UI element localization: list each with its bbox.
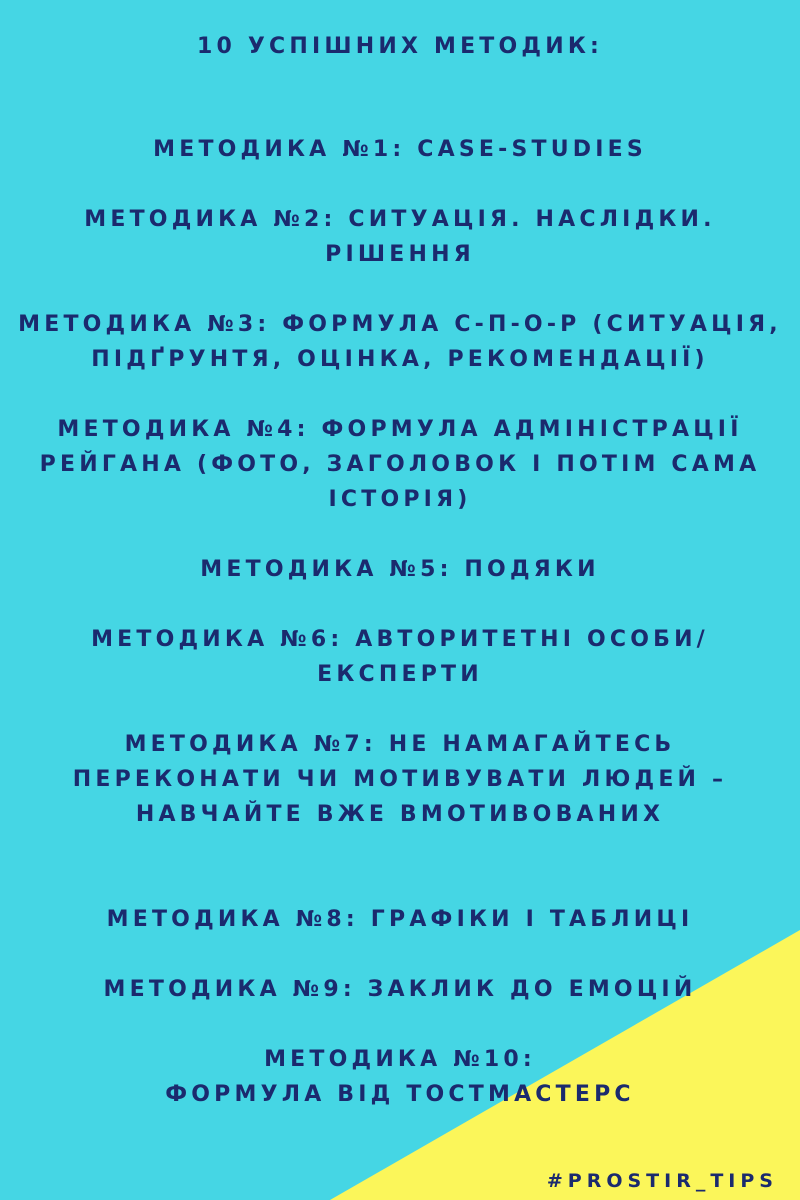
poster-title: 10 УСПІШНИХ МЕТОДИК: xyxy=(196,34,604,59)
method-7-line-1: МЕТОДИКА №7: НЕ НАМАГАЙТЕСЬ xyxy=(124,732,676,757)
method-7-line-2: ПЕРЕКОНАТИ ЧИ МОТИВУВАТИ ЛЮДЕЙ – xyxy=(72,767,728,792)
method-7-line-3: НАВЧАЙТЕ ВЖЕ ВМОТИВОВАНИХ xyxy=(135,802,665,827)
method-6-line-1: МЕТОДИКА №6: АВТОРИТЕТНІ ОСОБИ/ xyxy=(91,627,709,652)
method-9-line-1: МЕТОДИКА №9: ЗАКЛИК ДО ЕМОЦІЙ xyxy=(103,977,697,1002)
method-5-line-1: МЕТОДИКА №5: ПОДЯКИ xyxy=(200,557,600,582)
hashtag-label: #PROSTIR_TIPS xyxy=(546,1170,778,1192)
method-4-line-2: РЕЙГАНА (ФОТО, ЗАГОЛОВОК І ПОТІМ САМА xyxy=(39,452,761,477)
method-2-line-2: РІШЕННЯ xyxy=(325,242,475,267)
method-3-line-2: ПІДҐРУНТЯ, ОЦІНКА, РЕКОМЕНДАЦІЇ) xyxy=(91,347,709,372)
method-10-line-2: ФОРМУЛА ВІД ТОСТМАСТЕРС xyxy=(165,1082,635,1107)
method-4-line-3: ІСТОРІЯ) xyxy=(328,487,472,512)
method-10-line-1: МЕТОДИКА №10: xyxy=(264,1047,536,1072)
method-1-line-1: МЕТОДИКА №1: CASE-STUDIES xyxy=(153,137,647,162)
method-4-line-1: МЕТОДИКА №4: ФОРМУЛА АДМІНІСТРАЦІЇ xyxy=(57,417,743,442)
method-6-line-2: ЕКСПЕРТИ xyxy=(317,662,483,687)
method-2-line-1: МЕТОДИКА №2: СИТУАЦІЯ. НАСЛІДКИ. xyxy=(84,207,716,232)
method-8-line-1: МЕТОДИКА №8: ГРАФІКИ І ТАБЛИЦІ xyxy=(106,907,694,932)
method-3-line-1: МЕТОДИКА №3: ФОРМУЛА С-П-О-Р (СИТУАЦІЯ, xyxy=(18,312,782,337)
